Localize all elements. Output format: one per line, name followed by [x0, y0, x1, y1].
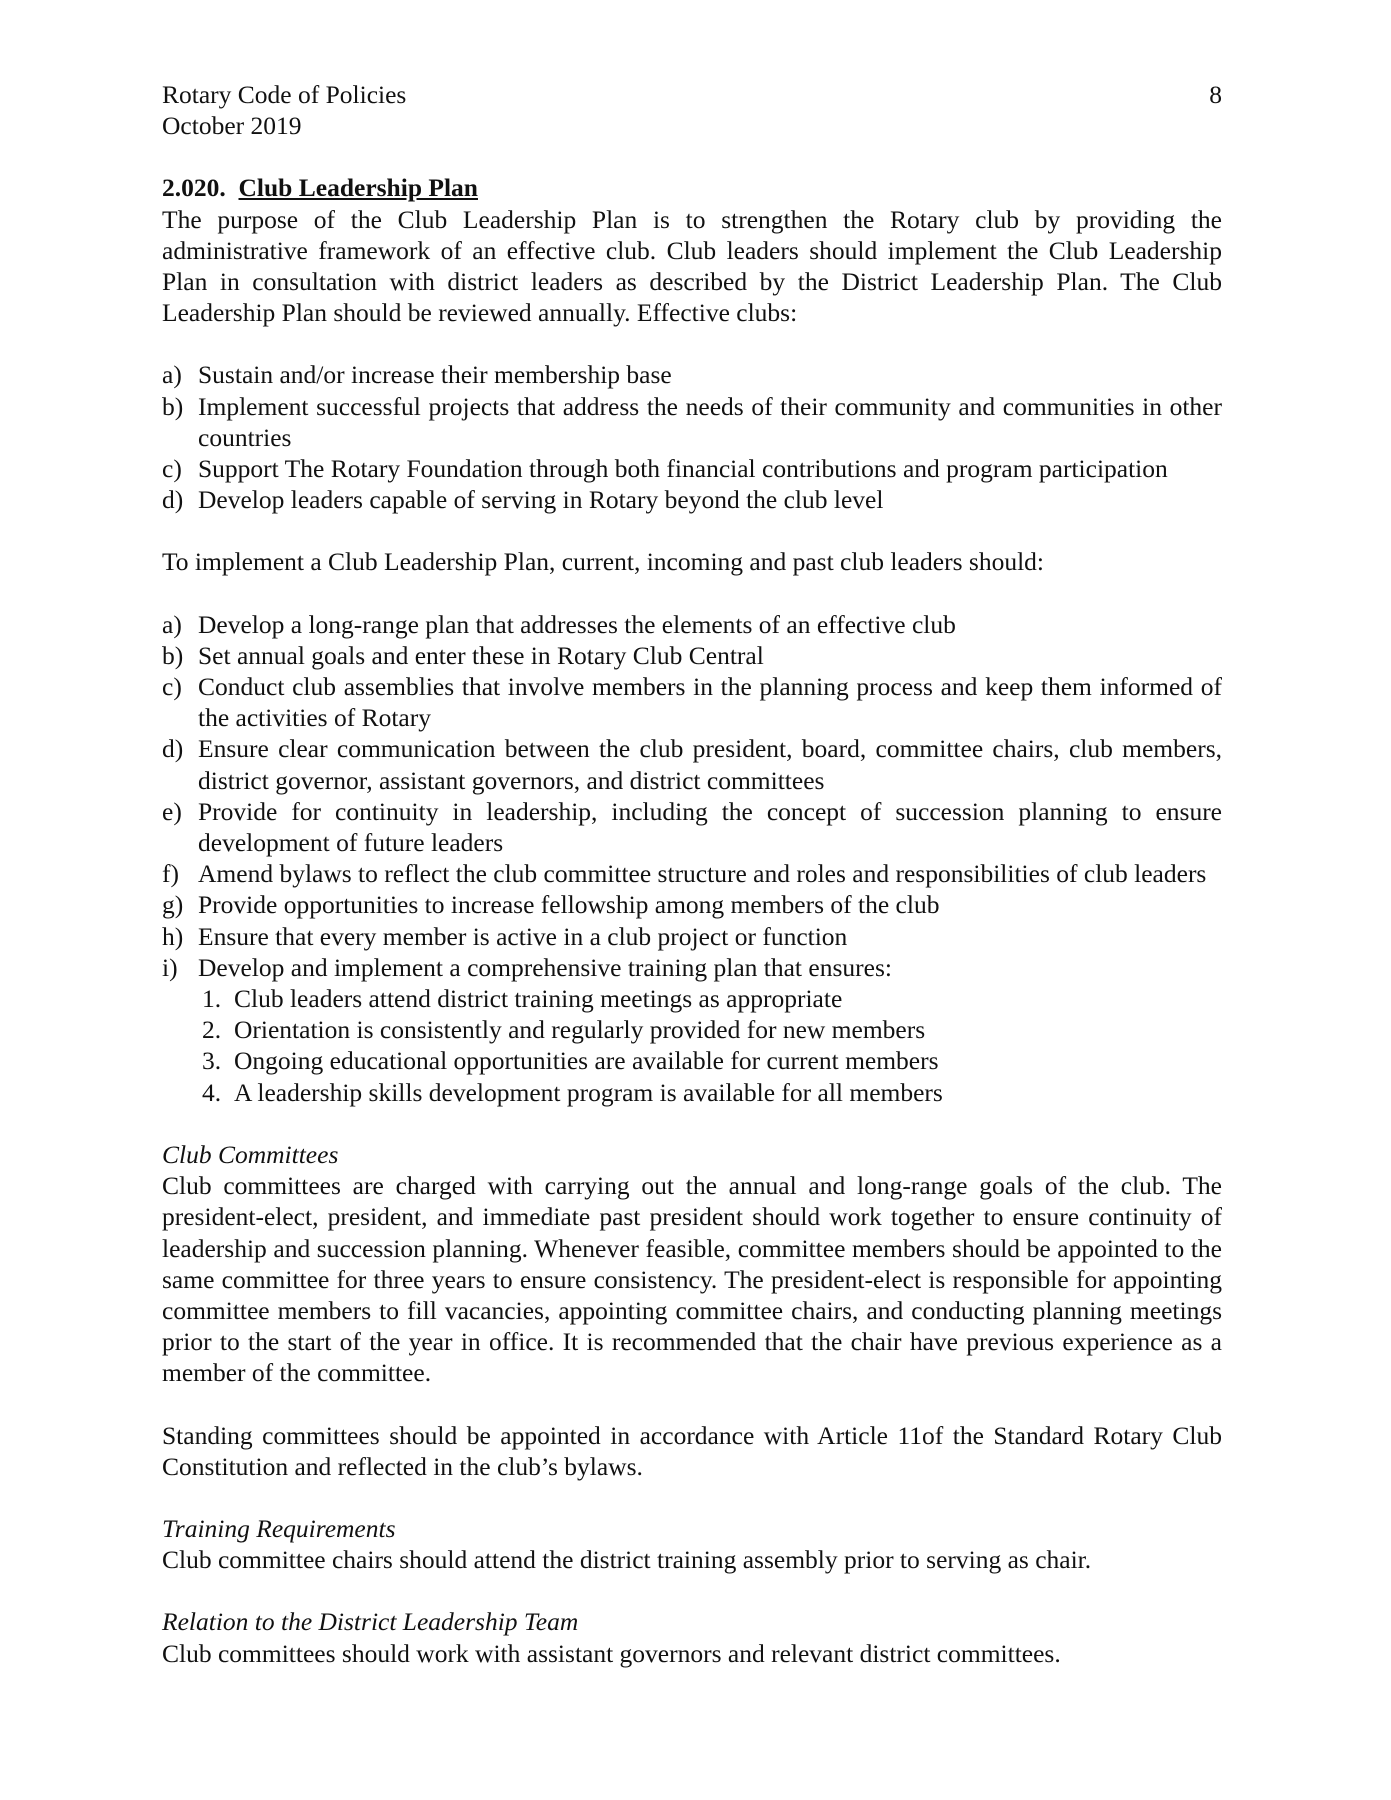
document-date: October 2019 — [162, 111, 302, 141]
list-item: 1. Club leaders attend district training meetings as appropriate — [202, 984, 843, 1014]
list-item: 2. Orientation is consistently and regularly provided for new members — [202, 1015, 926, 1045]
implement-list — [162, 609, 1222, 983]
club-committees-heading: Club Committees — [162, 1139, 339, 1169]
page-number: 8 — [1209, 80, 1222, 109]
list-item: f) Amend bylaws to reflect the club committee structure and roles and responsibilities of club leaders — [162, 859, 1207, 889]
list-item: a) Sustain and/or increase their membership base — [162, 360, 672, 390]
list-item: b) Set annual goals and enter these in Rotary Club Central — [162, 640, 764, 670]
list-item: b) Implement successful projects that address the needs of their community and communities in other countries — [162, 391, 1222, 452]
implement-intro: To implement a Club Leadership Plan, current, incoming and past club leaders should: — [162, 547, 1045, 577]
list-item: 3. Ongoing educational opportunities are available for current members — [202, 1046, 939, 1076]
club-committees-paragraph: Club committees are charged with carrying out the annual and long-range goals of the club. The president-elect, president, and immediate past president should work together to ensure continuity of leadership and succession planning. Whenever feasible, committee members should be appointed to the same committee for three years to ensure consistency. The president-elect is responsible for appointing committee members to fill vacancies, appointing committee chairs, and conducting planning meetings prior to the start of the year in office. It is recommended that the chair have previous experience as a member of the committee. — [162, 1171, 1222, 1388]
list-item: c) Conduct club assemblies that involve members in the planning process and keep them informed of the activities of Rotary — [162, 672, 1222, 733]
list-item: 4. A leadership skills development program is available for all members — [202, 1077, 943, 1107]
document-page — [162, 79, 1222, 1669]
list-item: g) Provide opportunities to increase fellowship among members of the club — [162, 890, 940, 920]
standing-committees-paragraph: Standing committees should be appointed in accordance with Article 11of the Standard Rotary Club Constitution and reflected in the club’s bylaws. — [162, 1420, 1222, 1481]
document-title: Rotary Code of Policies — [162, 80, 407, 109]
list-item: d) Develop leaders capable of serving in Rotary beyond the club level — [162, 485, 884, 515]
list-item: e) Provide for continuity in leadership, including the concept of succession planning to ensure development of future leaders — [162, 796, 1222, 858]
list-item: d) Ensure clear communication between the club president, board, committee chairs, club members, district governor, assistant governors, and district committees — [162, 734, 1222, 795]
list-item: h) Ensure that every member is active in a club project or function — [162, 921, 848, 951]
list-item: i) Develop and implement a comprehensive training plan that ensures: — [162, 952, 892, 982]
page-header — [162, 79, 1222, 141]
list-item: c) Support The Rotary Foundation through both financial contributions and program participation — [162, 454, 1168, 484]
district-relation-text: Club committees should work with assistant governors and relevant district committees. — [162, 1638, 1061, 1668]
district-relation-heading: Relation to the District Leadership Team — [162, 1607, 579, 1637]
section-intro: The purpose of the Club Leadership Plan is to strengthen the Rotary club by providing the administrative framework of an effective club. Club leaders should implement the Club Leadership Plan in consultation with district leaders as described by the District Leadership Plan. The Club Leadership Plan should be reviewed annually. Effective clubs: — [162, 204, 1222, 328]
effective-clubs-list — [162, 359, 1222, 515]
section-heading — [162, 172, 1222, 203]
section-title: Club Leadership Plan — [238, 173, 478, 203]
training-requirements-heading: Training Requirements — [162, 1513, 396, 1543]
training-requirements-text: Club committee chairs should attend the district training assembly prior to serving as chair. — [162, 1545, 1092, 1575]
list-item: a) Develop a long-range plan that addresses the elements of an effective club — [162, 609, 956, 639]
training-plan-list — [162, 983, 1222, 1108]
section-number: 2.020. — [162, 173, 226, 203]
